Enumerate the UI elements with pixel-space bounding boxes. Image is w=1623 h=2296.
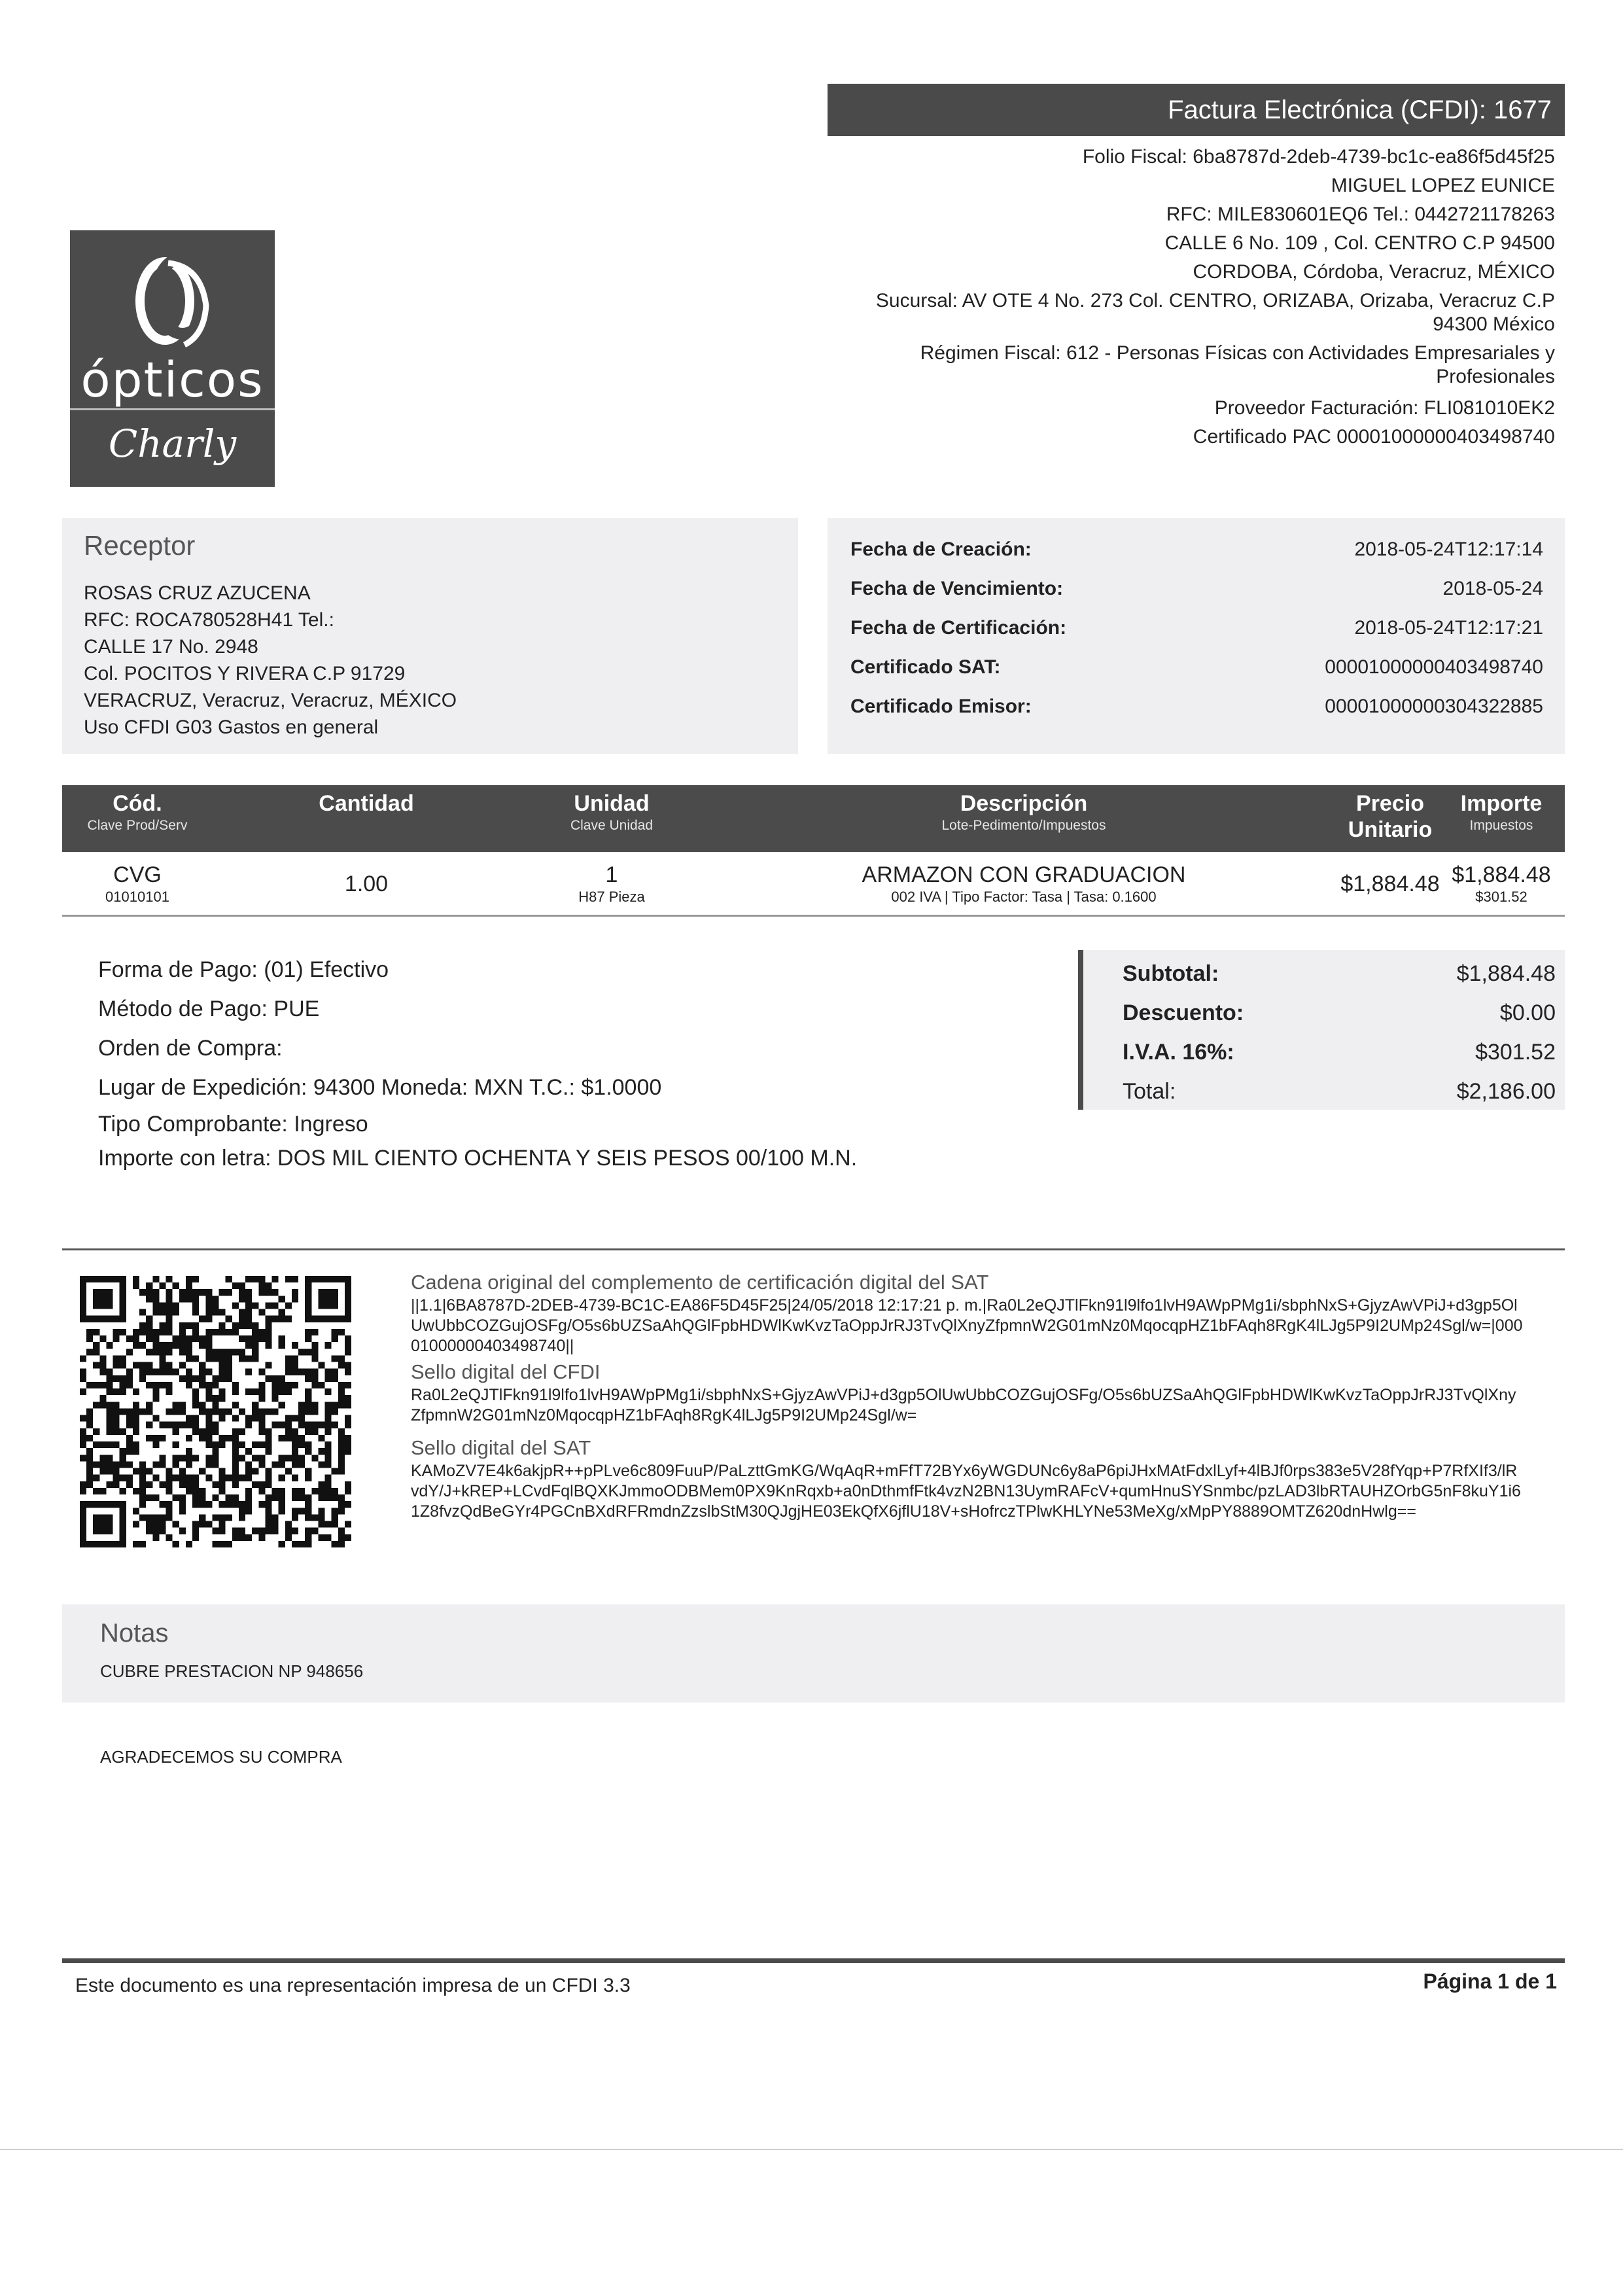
row-divider [62,915,1565,917]
col-unidad-label: Unidad [574,791,650,816]
lugar-expedicion: Lugar de Expedición: 94300 Moneda: MXN T.C.: $1.0000 [98,1075,662,1100]
totals-box [1078,950,1565,1110]
emisor-rfc: RFC: MILE830601EQ6 Tel.: 0442721178263 [1166,203,1555,225]
total-label: Descuento: [1123,1000,1244,1025]
total-value: $1,884.48 [1456,961,1556,986]
notes-text: CUBRE PRESTACION NP 948656 [100,1661,364,1681]
col-cod [62,790,213,835]
notes-box [62,1604,1565,1703]
cell-descripcion-value: ARMAZON CON GRADUACION [862,862,1186,887]
cell-importe-impuesto-value: $301.52 [1475,889,1527,905]
tipo-comprobante: Tipo Comprobante: Ingreso [98,1112,368,1137]
total-label: I.V.A. 16%: [1123,1039,1234,1065]
date-label: Fecha de Creación: [850,539,1032,560]
importe-letra: Importe con letra: DOS MIL CIENTO OCHENTA Y SEIS PESOS 00/100 M.N. [98,1146,858,1171]
receptor-line: VERACRUZ, Veracruz, Veracruz, MÉXICO [84,690,457,711]
col-descripcion [756,790,1292,835]
items-table-header [62,785,1565,852]
emisor-calle: CALLE 6 No. 109 , Col. CENTRO C.P 94500 [1164,232,1555,254]
col-cod-sub: Clave Prod/Serv [87,818,188,833]
date-value: 00001000000304322885 [1325,696,1543,717]
date-value: 2018-05-24T12:17:21 [1354,617,1543,639]
col-descripcion-label: Descripción [960,791,1088,816]
page-number: Página 1 de 1 [1423,1969,1557,1993]
logo-brand: ópticos [80,352,264,408]
notes-heading: Notas [100,1619,169,1648]
emisor-ciudad: CORDOBA, Córdoba, Veracruz, MÉXICO [1193,261,1555,283]
cadena-original-text: ||1.1|6BA8787D-2DEB-4739-BC1C-EA86F5D45F25|24/05/2018 12:17:21 p. m.|Ra0L2eQJTlFkn91l9lfo1lvH9AWpPMg1i/sbphNxS+GjyzAwVPiJ+d3gp5OlUwUbbCOZGujOSFg/O5s6bUZSaAhQGlFpbHDWlKwKvzTaOppJrRJ3TvQlXnyZfpmnW2G01mNz0MqocqpHZ1bFAqh8RgK4lLJg5P9I2UMp24Sgl/w=|00001000000403498740|| [411,1296,1523,1355]
date-row [850,609,1543,648]
receptor-heading: Receptor [84,530,196,561]
date-value: 00001000000403498740 [1325,656,1543,678]
cell-clave-unidad-value: H87 Pieza [578,889,645,905]
qr-code-icon [80,1276,351,1547]
certificado-pac: Certificado PAC 00001000000403498740 [1193,426,1555,448]
date-label: Certificado Emisor: [850,696,1032,717]
date-row [850,530,1543,569]
col-importe-label: Importe [1460,791,1543,816]
scan-edge [0,2149,1623,2150]
folio-fiscal: Folio Fiscal: 6ba8787d-2deb-4739-bc1c-ea86f5d45f25 [1082,146,1555,168]
invoice-title-bar [828,84,1565,136]
date-value: 2018-05-24T12:17:14 [1354,539,1543,560]
col-unidad-sub: Clave Unidad [570,818,654,833]
col-unidad [514,790,710,835]
payment-info [98,950,857,1175]
total-label: Total: [1123,1078,1176,1104]
sello-sat-text: KAMoZV7E4k6akjpR++pPLve6c809FuuP/PaLzttGmKG/WqAqR+mFfT72BYx6yWGDUNc6y8aP6piJHxMAtFdxlLyf+4lBJf0rps383e5V28fYqp+P7RfXIf3/lRvdY/J+kREP+LCvdFqlBQXKJmmoODBMem0PX9KnRqxb+a0nDthmfFtk4vzN2BN13UymRAFcV+qumHnuSYSnmbc/pzLAD3lbRTAUHZOrbG5nF8kuY1i61Z8fvzQdBeGYr4PGCnBXdRFRmdnZzslbStM30QJgjHE03EkQfX6jflU18V+sHofrczTPlwKHLYNe53MeXg/xMpPY8889OMTZ620dnHwlg== [411,1462,1521,1521]
thanks-message: AGRADECEMOS SU COMPRA [100,1747,342,1767]
emisor-nombre: MIGUEL LOPEZ EUNICE [1331,175,1555,196]
date-label: Fecha de Certificación: [850,617,1067,639]
section-divider [62,1248,1565,1250]
cell-precio-value: $1,884.48 [1340,872,1440,896]
logo-ring-icon [122,250,220,348]
col-precio-label: Precio [1356,791,1424,816]
date-row [850,648,1543,687]
total-label: Subtotal: [1123,961,1219,986]
date-value: 2018-05-24 [1442,578,1543,599]
cell-impuestos-value: 002 IVA | Tipo Factor: Tasa | Tasa: 0.1600 [891,889,1157,905]
col-descripcion-sub: Lote-Pedimento/Impuestos [941,818,1106,833]
company-logo [70,230,275,487]
footer-legend: Este documento es una representación impresa de un CFDI 3.3 [75,1975,631,1996]
receptor-line: Col. POCITOS Y RIVERA C.P 91729 [84,663,406,684]
digital-seals [411,1267,1523,1522]
emisor-info [818,143,1555,451]
cell-descripcion [756,862,1292,906]
col-importe-sub: Impuestos [1469,818,1533,833]
cell-precio [1318,871,1462,897]
cell-cod-value: CVG [113,862,162,887]
metodo-pago: Método de Pago: PUE [98,997,320,1021]
sello-cfdi-heading: Sello digital del CFDI [411,1360,601,1383]
receptor-line: ROSAS CRUZ AZUCENA [84,582,311,604]
cell-cantidad [262,871,471,897]
sello-sat-heading: Sello digital del SAT [411,1436,591,1459]
cell-importe [1442,862,1560,906]
cadena-original-heading: Cadena original del complemento de certificación digital del SAT [411,1271,989,1294]
proveedor-facturacion: Proveedor Facturación: FLI081010EK2 [1214,397,1555,419]
total-value: $301.52 [1475,1039,1556,1065]
regimen-fiscal: Régimen Fiscal: 612 - Personas Físicas con Actividades Empresariales y Profesionales [920,342,1555,387]
logo-script: Charly [108,421,237,466]
col-cod-label: Cód. [113,791,162,816]
total-value: $2,186.00 [1456,1078,1556,1104]
sello-cfdi-text: Ra0L2eQJTlFkn91l9lfo1lvH9AWpPMg1i/sbphNxS+GjyzAwVPiJ+d3gp5OlUwUbbCOZGujOSFg/O5s6bUZSaAhQGlFpbHDWlKwKvzTaOppJrRJ3TvQlXnyZfpmnW2G01mNz0MqocqpHZ1bFAqh8RgK4lLJg5P9I2UMp24Sgl/w= [411,1386,1516,1424]
dates-box [828,518,1565,754]
total-row [1123,1033,1556,1072]
col-importe [1442,790,1560,835]
date-label: Fecha de Vencimiento: [850,578,1064,599]
receptor-line: CALLE 17 No. 2948 [84,636,258,658]
col-cantidad [262,790,471,817]
cell-clave-value: 01010101 [105,889,169,905]
total-row [1123,1072,1556,1111]
total-row [1123,954,1556,993]
forma-pago: Forma de Pago: (01) Efectivo [98,957,389,982]
table-row [62,854,1565,916]
cell-cod [62,862,213,906]
cell-unidad-value: 1 [605,862,618,887]
col-cantidad-label: Cantidad [319,791,414,816]
total-value: $0.00 [1499,1000,1556,1025]
receptor-box [62,518,798,754]
col-precio [1318,790,1462,843]
date-label: Certificado SAT: [850,656,1001,678]
col-precio-sub: Unitario [1348,817,1433,842]
invoice-title: Factura Electrónica (CFDI): 1677 [1168,95,1552,124]
cell-importe-value: $1,884.48 [1452,862,1551,887]
date-row [850,569,1543,609]
footer-divider [62,1958,1565,1963]
orden-compra: Orden de Compra: [98,1036,283,1061]
cell-unidad [514,862,710,906]
cell-cantidad-value: 1.00 [344,872,389,896]
date-row [850,687,1543,726]
receptor-line: Uso CFDI G03 Gastos en general [84,716,379,738]
total-row [1123,993,1556,1033]
logo-divider [70,408,275,410]
receptor-line: RFC: ROCA780528H41 Tel.: [84,609,334,631]
sucursal: Sucursal: AV OTE 4 No. 273 Col. CENTRO, ORIZABA, Orizaba, Veracruz C.P 94300 México [875,290,1555,335]
